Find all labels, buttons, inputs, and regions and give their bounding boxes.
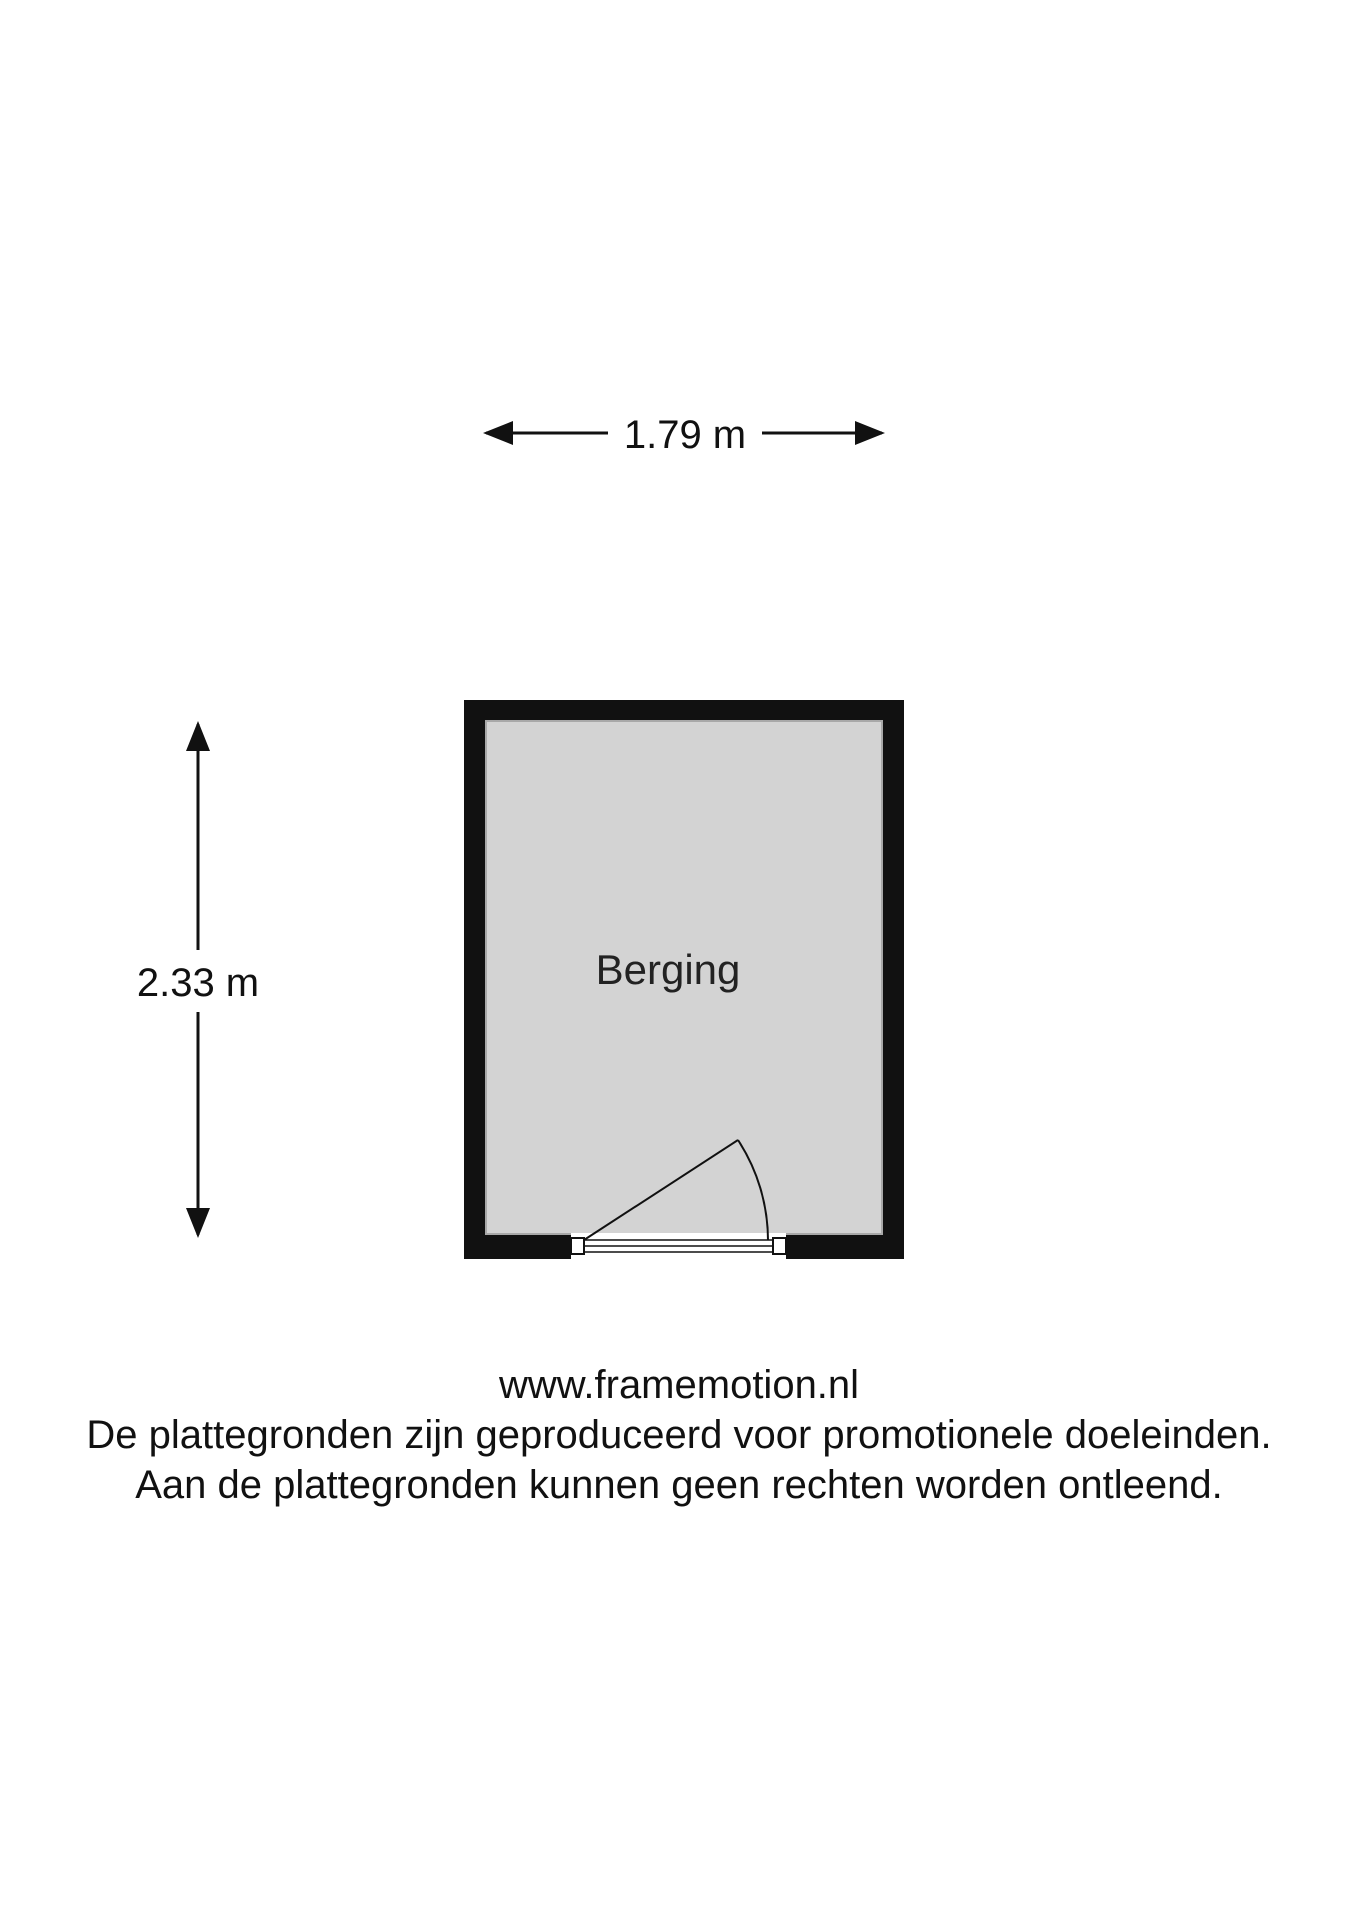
height-dimension-label: 2.33 m — [136, 961, 260, 1005]
footer — [0, 1360, 1358, 1510]
website-link[interactable]: www.framemotion.nl — [498, 1363, 860, 1407]
height-dimension — [137, 724, 259, 1235]
width-dimension — [486, 413, 882, 457]
room-berging — [464, 700, 904, 1260]
disclaimer-line-2: Aan de plattegronden kunnen geen rechten worden ontleend. — [135, 1463, 1223, 1507]
width-dimension-label: 1.79 m — [623, 413, 747, 457]
room-label: Berging — [595, 946, 741, 993]
disclaimer-line-1: De plattegronden zijn geproduceerd voor promotionele doeleinden. — [86, 1413, 1272, 1457]
door-jamb-right — [773, 1238, 786, 1254]
door-jamb-left — [571, 1238, 584, 1254]
